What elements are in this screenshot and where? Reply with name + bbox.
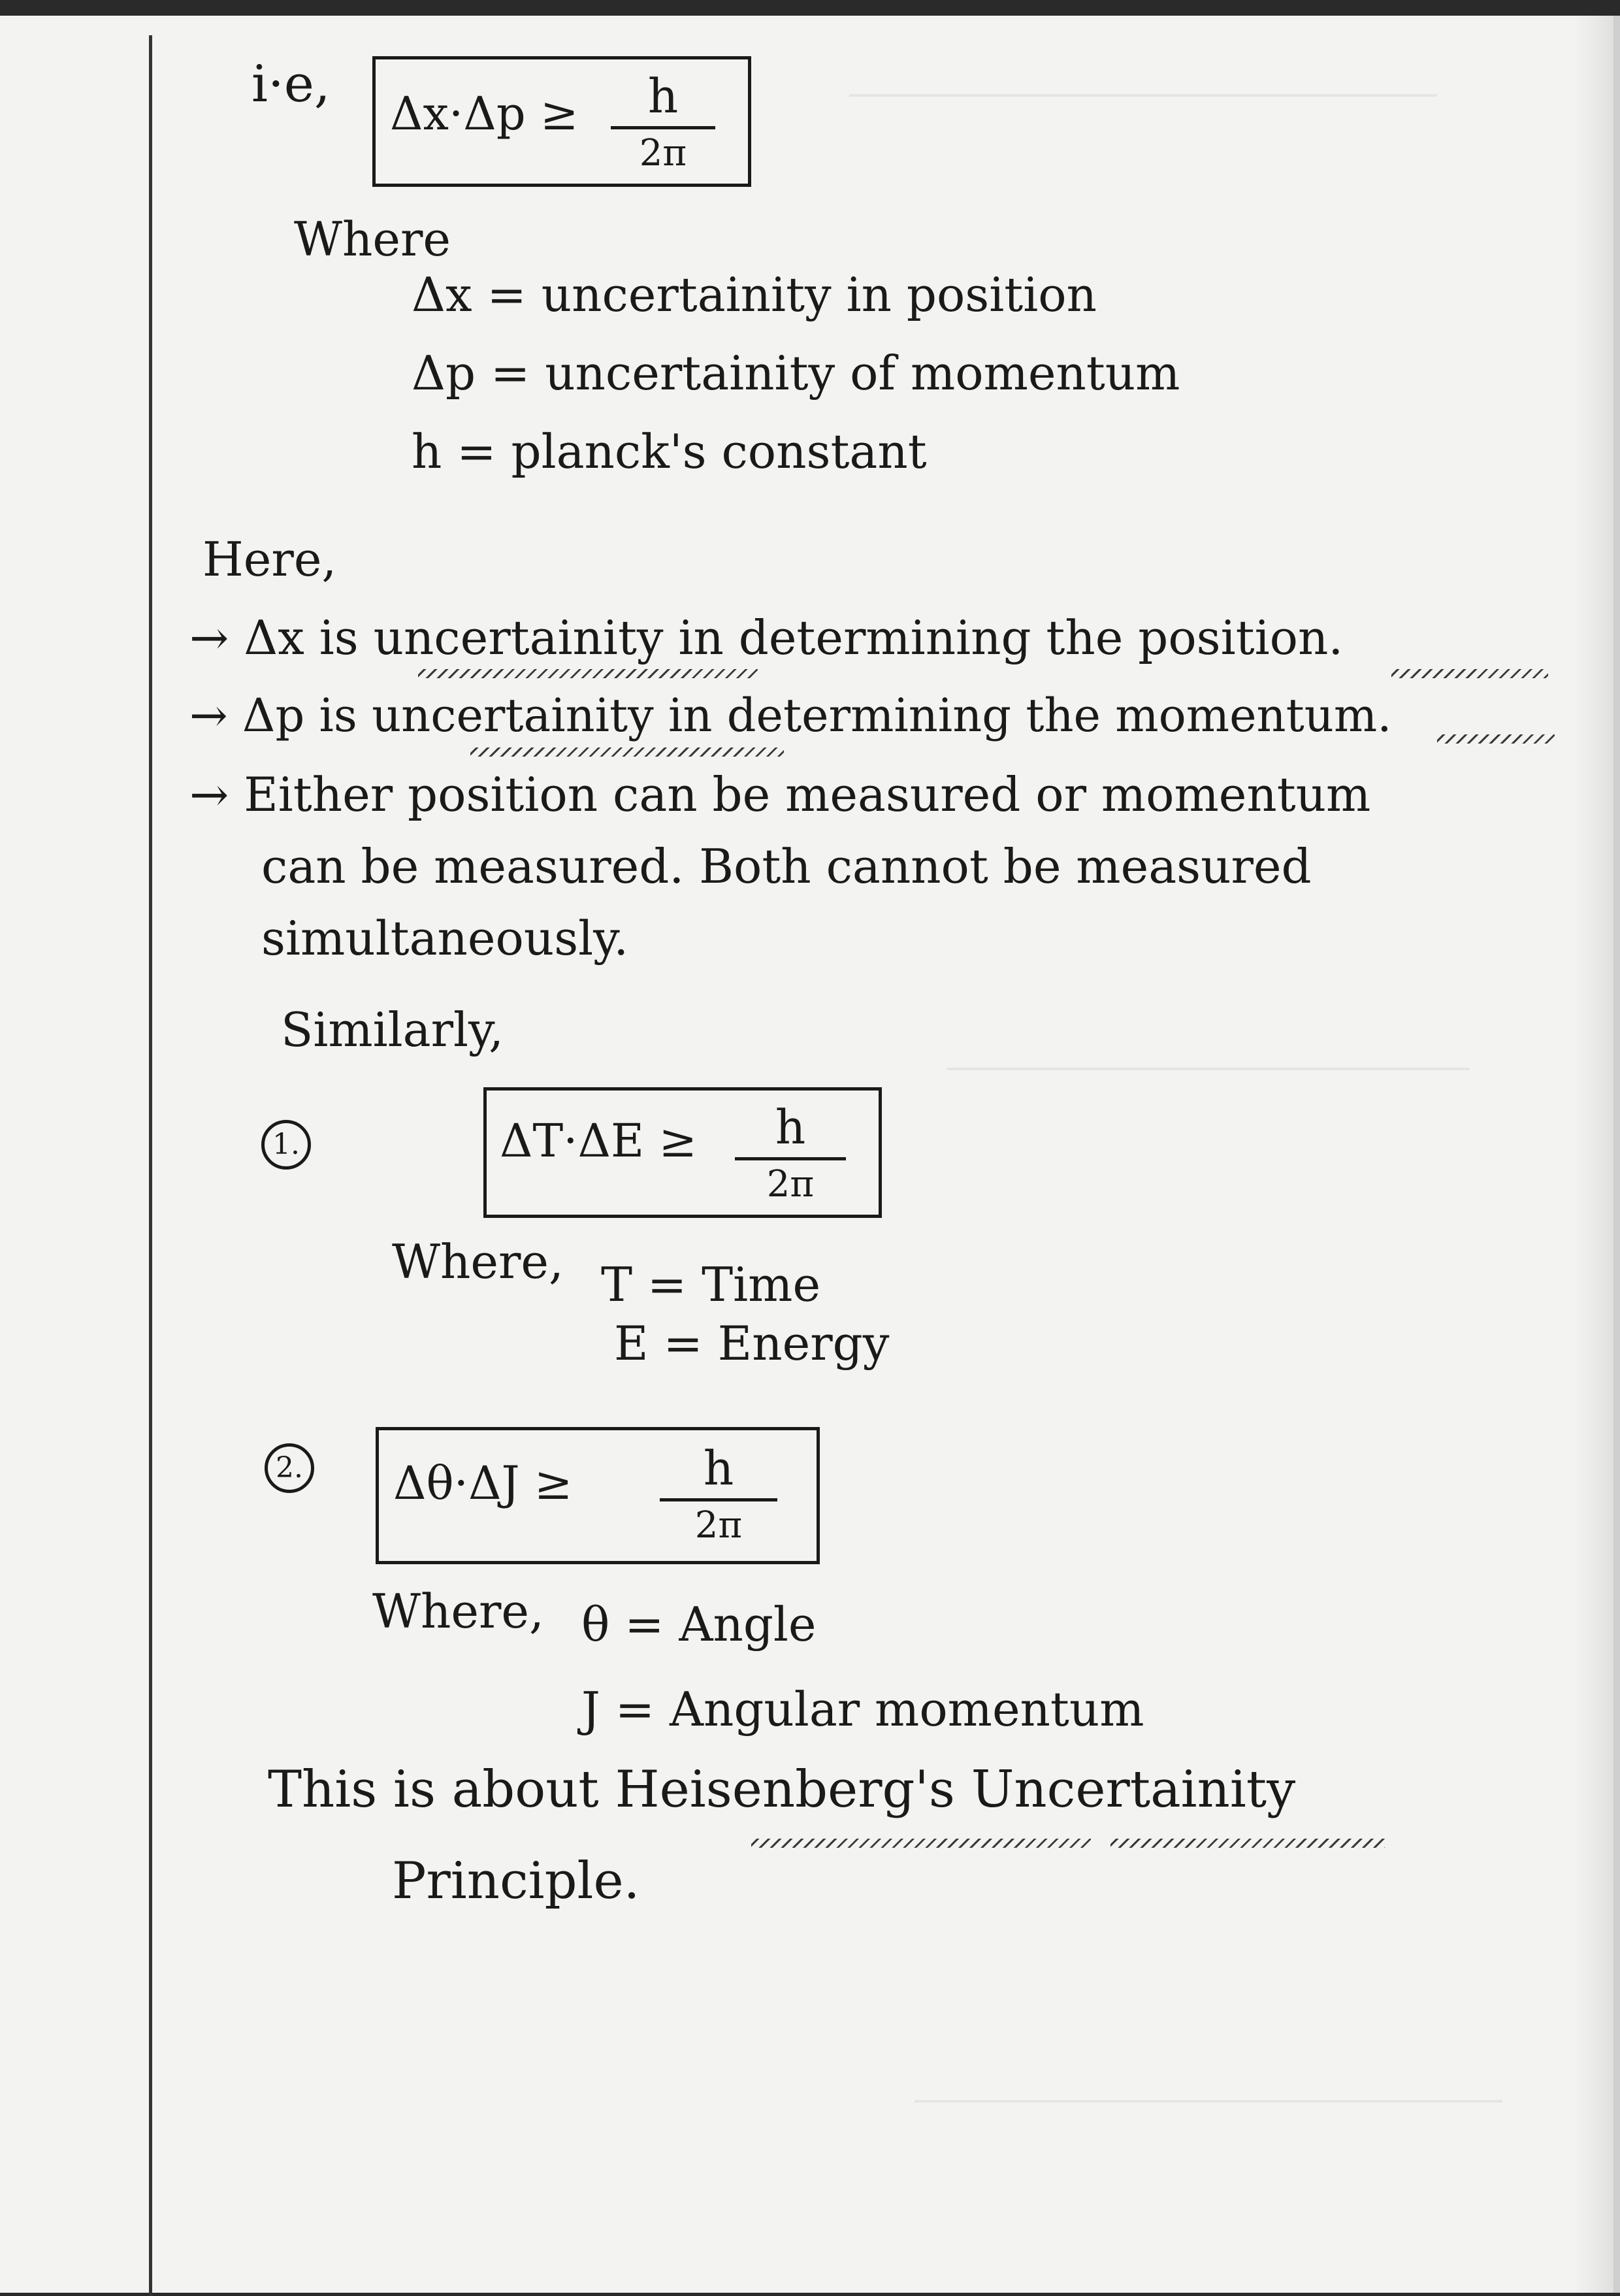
point-either-3: simultaneously. [261, 911, 629, 966]
fraction-numerator: h [703, 1441, 734, 1496]
eq1-where-label: Where, [392, 1234, 564, 1289]
point-dx: → Δx is uncertainity in determining the position. [189, 610, 1344, 665]
fraction-denominator: 2π [639, 132, 687, 174]
closing-line-2: Principle. [392, 1852, 640, 1911]
bleed-through-mark [947, 1035, 1470, 1070]
bleed-through-mark [915, 2067, 1502, 2103]
equation-lhs: ΔT·ΔE ≥ [500, 1114, 698, 1168]
equation-number-2: 2. [265, 1443, 314, 1493]
point-either-2: can be measured. Both cannot be measured [261, 839, 1312, 894]
underline-squiggle [418, 669, 758, 678]
fraction-bar [735, 1157, 846, 1160]
definition-dx: Δx = uncertainity in position [412, 267, 1097, 322]
underline-squiggle [751, 1839, 1091, 1848]
point-dp: → Δp is uncertainity in determining the momentum. [189, 689, 1392, 742]
similarly-label: Similarly, [281, 1002, 504, 1057]
page-shadow [1574, 16, 1613, 2293]
fraction-bar [611, 126, 715, 129]
eq1-time-def: T = Time [601, 1257, 821, 1312]
time-energy-equation-box [483, 1087, 882, 1218]
equation-fraction [660, 1441, 777, 1547]
fraction-denominator: 2π [694, 1504, 743, 1547]
eq2-where-label: Where, [372, 1584, 544, 1639]
underline-squiggle [1110, 1839, 1385, 1848]
here-label: Here, [202, 532, 337, 587]
underline-squiggle [1437, 734, 1555, 744]
underline-squiggle [470, 747, 784, 757]
fraction-numerator: h [647, 69, 679, 123]
fraction-bar [660, 1498, 777, 1501]
equation-number-1: 1. [261, 1120, 311, 1170]
margin-line [149, 35, 152, 2296]
equation-lhs: Δθ·ΔJ ≥ [393, 1456, 573, 1510]
point-either-1: → Either position can be measured or momentum [189, 767, 1371, 822]
equation-fraction [735, 1100, 846, 1205]
eq1-energy-def: E = Energy [614, 1316, 890, 1371]
closing-line-1: This is about Heisenberg's Uncertainity [268, 1760, 1296, 1819]
bleed-through-mark [849, 55, 1437, 97]
fraction-denominator: 2π [766, 1163, 815, 1205]
definition-dp: Δp = uncertainity of momentum [412, 346, 1180, 401]
equation-lhs: Δx·Δp ≥ [390, 87, 579, 140]
notebook-page [0, 16, 1620, 2293]
heisenberg-equation-box [372, 56, 751, 187]
ie-prefix: i·e, [251, 55, 331, 114]
underline-squiggle [1391, 669, 1548, 678]
eq2-angle-def: θ = Angle [581, 1597, 817, 1652]
equation-fraction [611, 69, 715, 174]
definition-h: h = planck's constant [412, 424, 927, 479]
fraction-numerator: h [775, 1100, 806, 1155]
where-label: Where [294, 212, 451, 267]
angle-momentum-equation-box [376, 1427, 820, 1564]
eq2-angular-momentum-def: J = Angular momentum [581, 1682, 1144, 1737]
